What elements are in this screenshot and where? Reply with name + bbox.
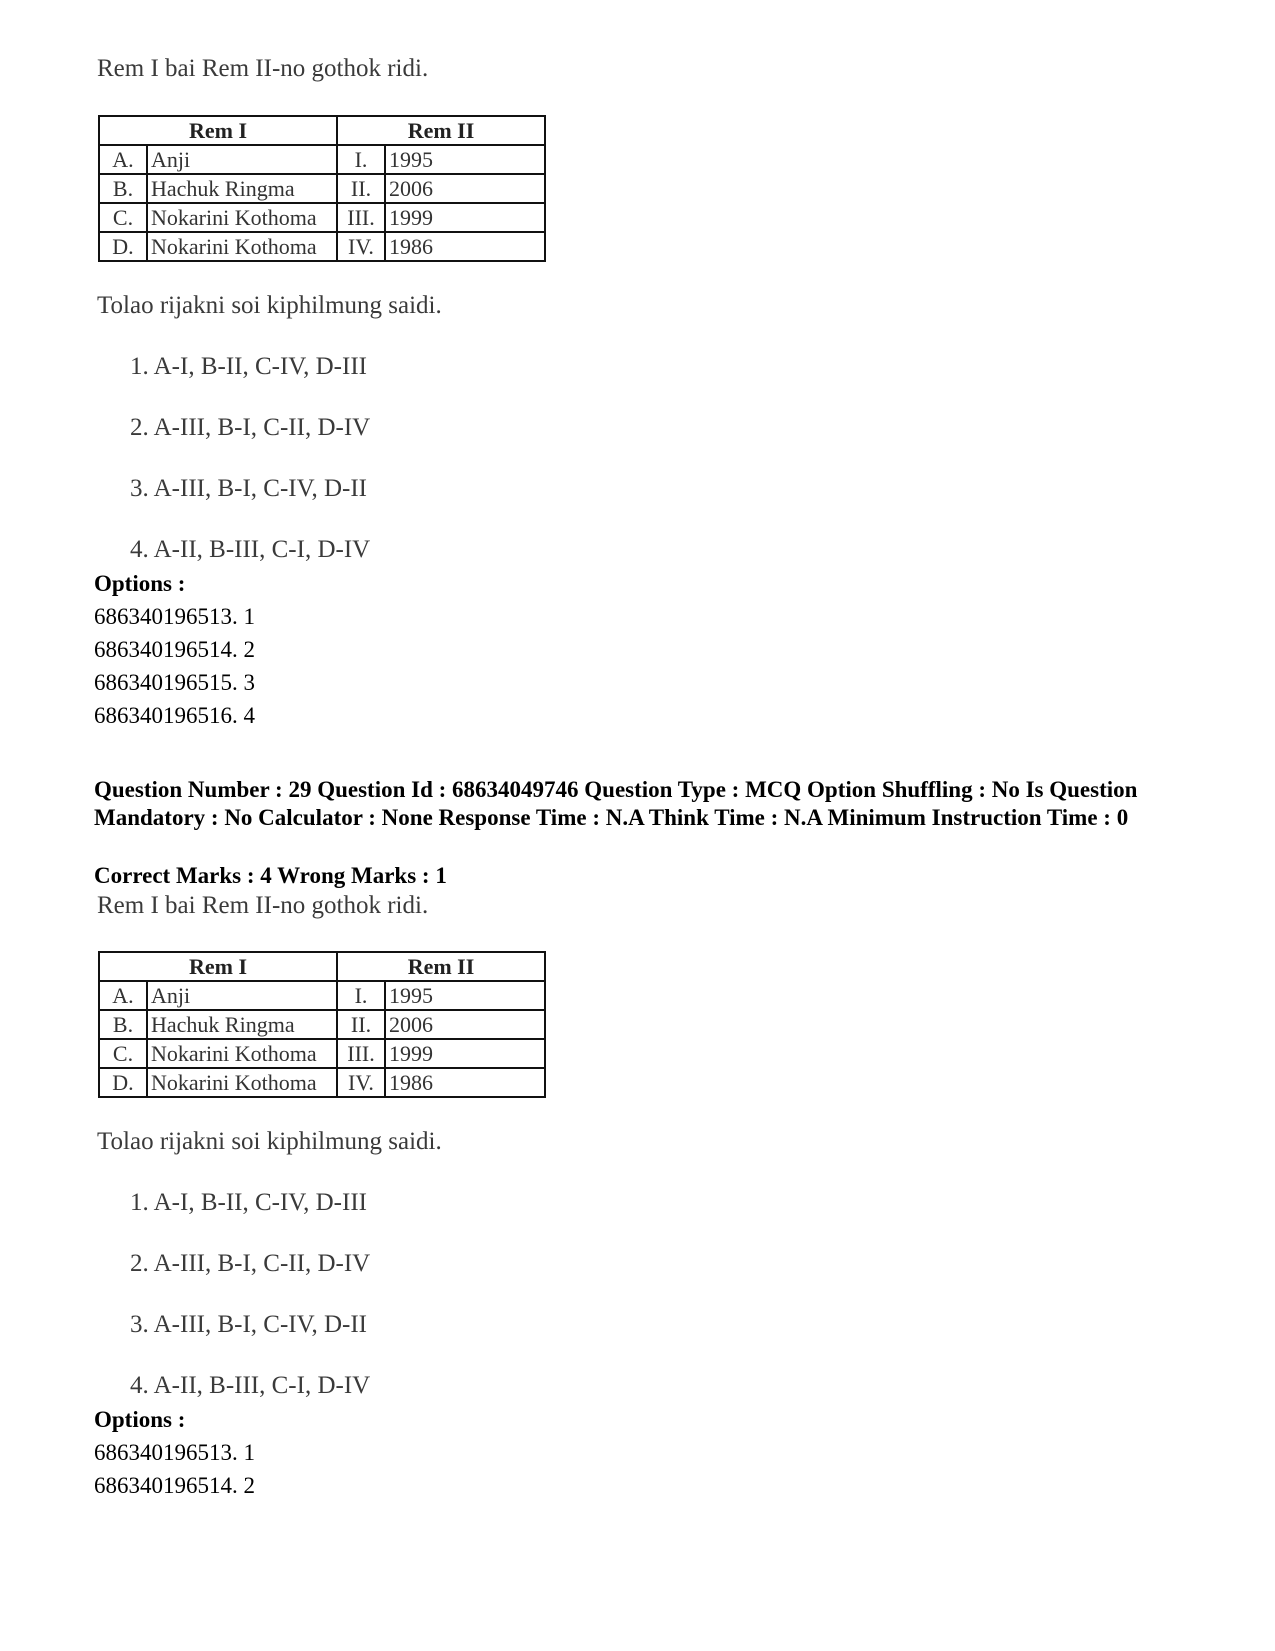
row-roman: I. (337, 145, 385, 174)
option-item: 686340196513. 1 (94, 1440, 255, 1465)
table-row (99, 1039, 545, 1068)
choice-3: 3. A-III, B-I, C-IV, D-II (130, 475, 367, 502)
row-roman: II. (337, 174, 385, 203)
question-instruction: Tolao rijakni soi kiphilmung saidi. (97, 292, 442, 319)
choice-3: 3. A-III, B-I, C-IV, D-II (130, 1311, 367, 1338)
row-name: Nokarini Kothoma (147, 232, 337, 261)
row-label: A. (99, 145, 147, 174)
choice-1: 1. A-I, B-II, C-IV, D-III (130, 1189, 367, 1216)
column-header-rem-ii: Rem II (337, 116, 545, 145)
row-year: 1986 (385, 1068, 545, 1097)
options-heading: Options : (94, 571, 186, 596)
choice-2: 2. A-III, B-I, C-II, D-IV (130, 1250, 371, 1277)
table-row (99, 203, 545, 232)
table-row (99, 145, 545, 174)
column-header-rem-ii: Rem II (337, 952, 545, 981)
choice-2: 2. A-III, B-I, C-II, D-IV (130, 414, 371, 441)
row-name: Nokarini Kothoma (147, 203, 337, 232)
option-item: 686340196514. 2 (94, 637, 255, 662)
row-label: B. (99, 1010, 147, 1039)
question-prompt: Rem I bai Rem II-no gothok ridi. (97, 892, 429, 919)
row-year: 1995 (385, 145, 545, 174)
row-roman: III. (337, 203, 385, 232)
option-item: 686340196514. 2 (94, 1473, 255, 1498)
column-header-rem-i: Rem I (99, 952, 337, 981)
row-roman: IV. (337, 232, 385, 261)
row-label: B. (99, 174, 147, 203)
choice-4: 4. A-II, B-III, C-I, D-IV (130, 1372, 371, 1399)
row-year: 2006 (385, 1010, 545, 1039)
row-roman: II. (337, 1010, 385, 1039)
row-name: Anji (147, 145, 337, 174)
row-name: Hachuk Ringma (147, 174, 337, 203)
options-heading: Options : (94, 1407, 186, 1432)
choice-1: 1. A-I, B-II, C-IV, D-III (130, 353, 367, 380)
choice-4: 4. A-II, B-III, C-I, D-IV (130, 536, 371, 563)
column-header-rem-i: Rem I (99, 116, 337, 145)
row-label: C. (99, 1039, 147, 1068)
table-row (99, 1010, 545, 1039)
row-year: 1999 (385, 1039, 545, 1068)
row-year: 1999 (385, 203, 545, 232)
question-prompt: Rem I bai Rem II-no gothok ridi. (97, 55, 429, 82)
row-label: D. (99, 1068, 147, 1097)
option-item: 686340196515. 3 (94, 670, 255, 695)
table-row (99, 232, 545, 261)
question-meta: Question Number : 29 Question Id : 68634049746 Question Type : MCQ Option Shuffling : No Is Question Mandatory : No Calculator : None Response Time : N.A Think Time : N.A Minimum Instruction Time : 0 (94, 777, 1138, 830)
row-year: 1986 (385, 232, 545, 261)
row-name: Nokarini Kothoma (147, 1068, 337, 1097)
question-instruction: Tolao rijakni soi kiphilmung saidi. (97, 1128, 442, 1155)
row-roman: III. (337, 1039, 385, 1068)
option-item: 686340196513. 1 (94, 604, 255, 629)
row-name: Hachuk Ringma (147, 1010, 337, 1039)
table-row (99, 981, 545, 1010)
row-label: C. (99, 203, 147, 232)
row-label: A. (99, 981, 147, 1010)
row-roman: I. (337, 981, 385, 1010)
row-name: Nokarini Kothoma (147, 1039, 337, 1068)
table-row (99, 174, 545, 203)
question-marks: Correct Marks : 4 Wrong Marks : 1 (94, 863, 447, 888)
row-roman: IV. (337, 1068, 385, 1097)
row-year: 1995 (385, 981, 545, 1010)
match-table (98, 951, 546, 1098)
option-item: 686340196516. 4 (94, 703, 255, 728)
row-name: Anji (147, 981, 337, 1010)
row-label: D. (99, 232, 147, 261)
row-year: 2006 (385, 174, 545, 203)
match-table (98, 115, 546, 262)
table-row (99, 1068, 545, 1097)
